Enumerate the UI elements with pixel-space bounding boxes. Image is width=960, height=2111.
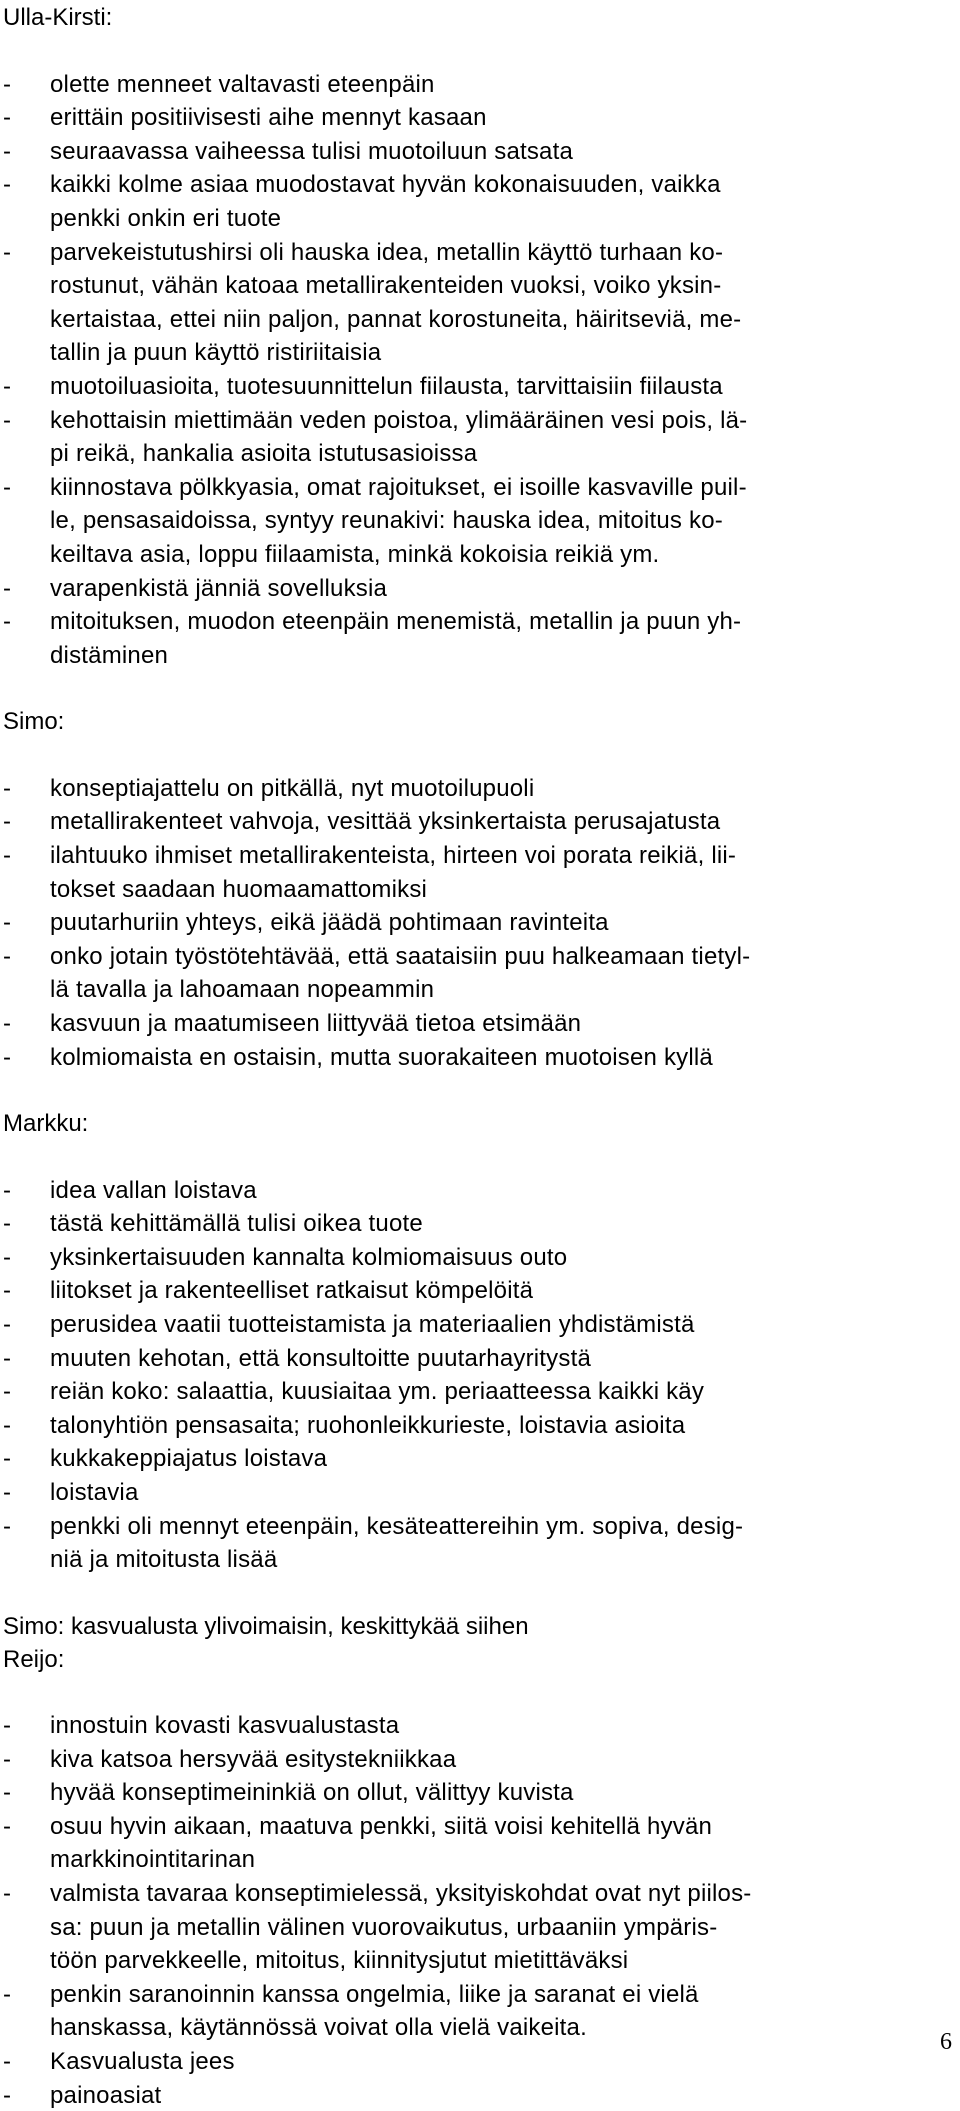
comment-line: tokset saadaan huomaamattomiksi — [50, 875, 428, 903]
bullet-dash: - — [3, 1745, 11, 1773]
speaker-heading: Simo: kasvualusta ylivoimaisin, keskittykää siihen — [3, 1612, 529, 1640]
comment-line: idea vallan loistava — [50, 1176, 257, 1204]
comment-line: hyvää konseptimeininkiä on ollut, välittyy kuvista — [50, 1779, 574, 1807]
comment-line: innostuin kovasti kasvualustasta — [50, 1712, 400, 1739]
bullet-dash: - — [3, 1411, 11, 1439]
comment-line: talonyhtiön pensasaita; ruohonleikkurieste, loistavia asioita — [50, 1411, 686, 1439]
bullet-dash: - — [3, 1378, 11, 1406]
comment-line: le, pensasaidoissa, syntyy reunakivi: hauska idea, mitoitus ko- — [50, 507, 723, 535]
comment-line: Kasvualusta jees — [50, 2048, 235, 2075]
bullet-dash: - — [3, 406, 11, 434]
comment-line: konseptiajattelu on pitkällä, nyt muotoilupuoli — [50, 774, 535, 802]
bullet-dash: - — [3, 171, 11, 199]
comment-line: sa: puun ja metallin välinen vuorovaikutus, urbaaniin ympäris- — [50, 1913, 718, 1941]
speaker-heading: Simo: — [3, 708, 65, 736]
bullet-dash: - — [3, 1009, 11, 1037]
comment-line: loistavia — [50, 1478, 139, 1506]
comment-line: metallirakenteet vahvoja, vesittää yksinkertaista perusajatusta — [50, 808, 721, 836]
comment-line: parvekeistutushirsi oli hauska idea, metallin käyttö turhaan ko- — [50, 238, 724, 266]
bullet-dash: - — [3, 1980, 11, 2008]
comment-line: onko jotain työstötehtävää, että saataisiin puu halkeamaan tietyl- — [50, 942, 751, 970]
comment-line: kolmiomaista en ostaisin, mutta suorakaiteen muotoisen kyllä — [50, 1043, 713, 1071]
bullet-dash: - — [3, 1779, 11, 1807]
bullet-dash: - — [3, 1243, 11, 1271]
comment-line: liitokset ja rakenteelliset ratkaisut kömpelöitä — [50, 1277, 534, 1305]
bullet-dash: - — [3, 774, 11, 802]
comment-line: rostunut, vähän katoaa metallirakenteiden vuoksi, voiko yksin- — [50, 272, 722, 300]
comment-line: distäminen — [50, 641, 169, 669]
bullet-dash: - — [3, 608, 11, 636]
comment-line: puutarhuriin yhteys, eikä jäädä pohtimaan ravinteita — [50, 909, 609, 937]
comment-line: reiän koko: salaattia, kuusiaitaa ym. periaatteessa kaikki käy — [50, 1378, 705, 1406]
bullet-dash: - — [3, 1277, 11, 1305]
bullet-dash: - — [3, 473, 11, 501]
bullet-dash: - — [3, 2081, 11, 2109]
comment-line: hanskassa, käytännössä voivat olla vielä vaikeita. — [50, 2014, 587, 2042]
bullet-dash: - — [3, 1043, 11, 1071]
comment-line: lä tavalla ja lahoamaan nopeammin — [50, 976, 435, 1004]
bullet-dash: - — [3, 808, 11, 836]
comment-line: erittäin positiivisesti aihe mennyt kasaan — [50, 104, 487, 132]
comment-line: tallin ja puun käyttö ristiriitaisia — [50, 339, 382, 367]
bullet-dash: - — [3, 1880, 11, 1907]
comment-line: tästä kehittämällä tulisi oikea tuote — [50, 1210, 423, 1238]
comment-line: kukkakeppiajatus loistava — [50, 1445, 328, 1473]
comment-line: muuten kehotan, että konsultoitte puutarhayritystä — [50, 1344, 591, 1372]
comment-line: mitoituksen, muodon eteenpäin menemistä, metallin ja puun yh- — [50, 608, 742, 636]
bullet-dash: - — [3, 1812, 11, 1840]
comment-line: muotoiluasioita, tuotesuunnittelun fiilausta, tarvittaisiin fiilausta — [50, 372, 723, 400]
comment-line: kiva katsoa hersyvää esitystekniikkaa — [50, 1745, 457, 1773]
comment-line: markkinointitarinan — [50, 1846, 256, 1874]
bullet-dash: - — [3, 1310, 11, 1338]
comment-line: penkki oli mennyt eteenpäin, kesäteattereihin ym. sopiva, desig- — [50, 1512, 744, 1540]
comment-line: kertaistaa, ettei niin paljon, pannat korostuneita, häiritseviä, me- — [50, 305, 742, 333]
bullet-dash: - — [3, 1344, 11, 1372]
bullet-dash: - — [3, 372, 11, 400]
speaker-heading: Reijo: — [3, 1645, 65, 1673]
bullet-dash: - — [3, 574, 11, 602]
comment-line: kiinnostava pölkkyasia, omat rajoitukset, ei isoille kasvaville puil- — [50, 473, 747, 501]
comment-line: penkin saranoinnin kanssa ongelmia, liike ja saranat ei vielä — [50, 1980, 699, 2008]
bullet-dash: - — [3, 1210, 11, 1238]
bullet-dash: - — [3, 238, 11, 266]
bullet-dash: - — [3, 70, 11, 98]
comment-line: seuraavassa vaiheessa tulisi muotoiluun satsata — [50, 137, 574, 165]
comment-line: varapenkistä jänniä sovelluksia — [50, 574, 388, 602]
bullet-dash: - — [3, 841, 11, 869]
page-number: 6 — [940, 2029, 952, 2055]
bullet-dash: - — [3, 1176, 11, 1204]
comment-line: perusidea vaatii tuotteistamista ja materiaalien yhdistämistä — [50, 1310, 695, 1338]
comment-line: pi reikä, hankalia asioita istutusasioissa — [50, 440, 478, 468]
comment-line: osuu hyvin aikaan, maatuva penkki, siitä voisi kehitellä hyvän — [50, 1812, 713, 1840]
comment-line: valmista tavaraa konseptimielessä, yksityiskohdat ovat nyt piilos- — [50, 1880, 752, 1907]
speaker-heading: Markku: — [3, 1110, 89, 1137]
comment-line: kasvuun ja maatumiseen liittyvää tietoa etsimään — [50, 1009, 582, 1037]
bullet-dash: - — [3, 2048, 11, 2075]
bullet-dash: - — [3, 942, 11, 970]
comment-line: kehottaisin miettimään veden poistoa, ylimääräinen vesi pois, lä- — [50, 406, 748, 434]
comment-line: olette menneet valtavasti eteenpäin — [50, 70, 435, 98]
bullet-dash: - — [3, 1512, 11, 1540]
bullet-dash: - — [3, 1712, 11, 1739]
bullet-dash: - — [3, 909, 11, 937]
comment-line: niä ja mitoitusta lisää — [50, 1546, 278, 1574]
speaker-heading: Ulla-Kirsti: — [3, 4, 113, 31]
comment-line: yksinkertaisuuden kannalta kolmiomaisuus outo — [50, 1243, 568, 1271]
bullet-dash: - — [3, 1478, 11, 1506]
comment-line: painoasiat — [50, 2081, 162, 2109]
bullet-dash: - — [3, 1445, 11, 1473]
bullet-dash: - — [3, 137, 11, 165]
bullet-dash: - — [3, 104, 11, 132]
comment-line: ilahtuuko ihmiset metallirakenteista, hirteen voi porata reikiä, lii- — [50, 841, 737, 869]
comment-line: kaikki kolme asiaa muodostavat hyvän kokonaisuuden, vaikka — [50, 171, 721, 199]
comment-line: töön parvekkeelle, mitoitus, kiinnitysjutut mietittäväksi — [50, 1947, 629, 1975]
comment-line: penkki onkin eri tuote — [50, 204, 282, 232]
comment-line: keiltava asia, loppu fiilaamista, minkä kokoisia reikiä ym. — [50, 540, 660, 568]
